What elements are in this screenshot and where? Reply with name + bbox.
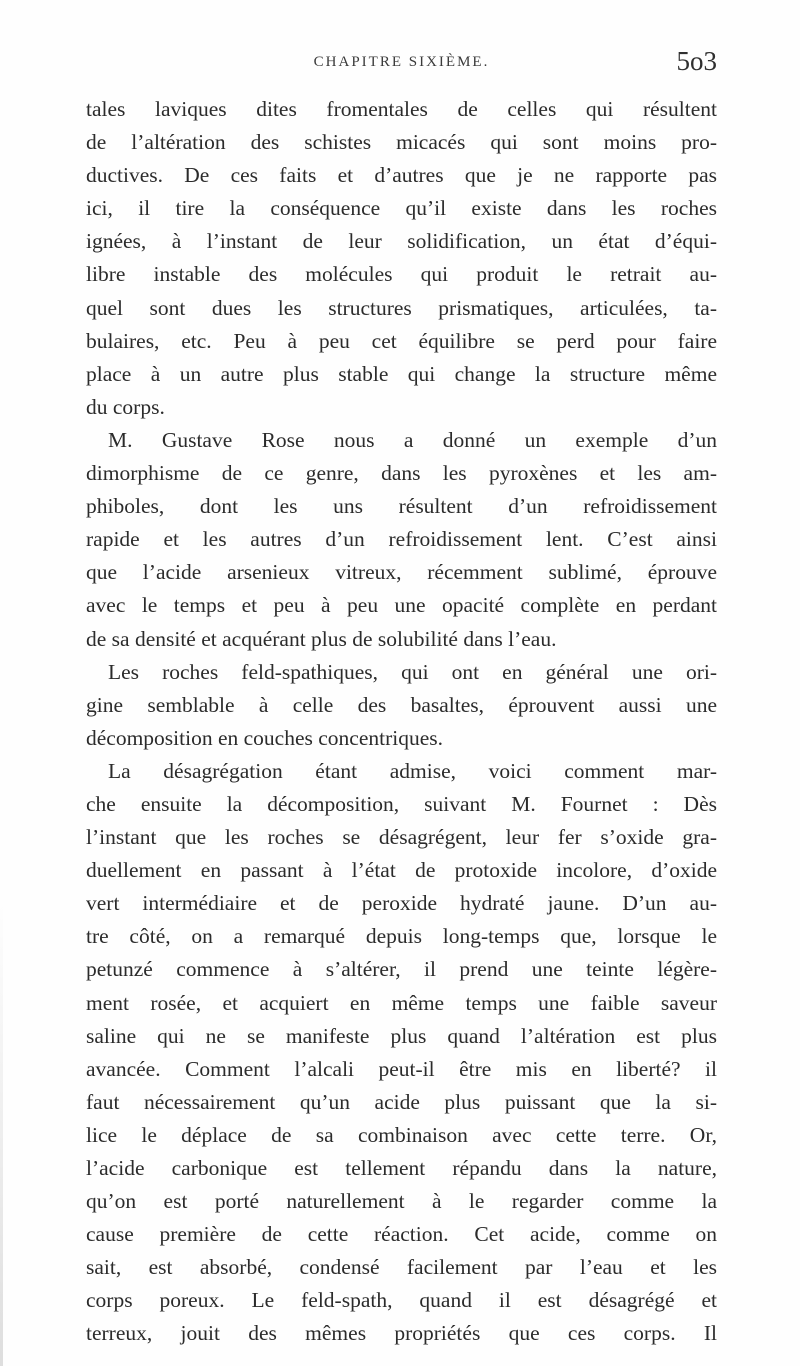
text-line: duellement en passant à l’état de protoxide incolore, d’oxide <box>86 858 717 883</box>
text-line: avancée. Comment l’alcali peut-il être mis en liberté? il <box>86 1056 717 1081</box>
text-line: petunzé commence à s’altérer, il prend une teinte légère- <box>86 957 717 982</box>
text-line: phiboles, dont les uns résultent d’un refroidissement <box>86 494 717 519</box>
text-line: tales laviques dites fromentales de celles qui résultent <box>86 97 717 121</box>
text-line: vert intermédiaire et de peroxide hydraté jaune. D’un au- <box>86 891 717 916</box>
text-line: l’instant que les roches se désagrégent, leur fer s’oxide gra- <box>86 825 717 850</box>
text-line: corps poreux. Le feld-spath, quand il est désagrégé et <box>86 1288 717 1313</box>
text-line: gine semblable à celle des basaltes, éprouvent aussi une <box>86 692 717 717</box>
text-line: saline qui ne se manifeste plus quand l’altération est plus <box>86 1023 717 1048</box>
text-line: ici, il tire la conséquence qu’il existe dans les roches <box>86 196 717 221</box>
text-line: dimorphisme de ce genre, dans les pyroxènes et les am- <box>86 461 717 486</box>
running-header <box>86 46 717 90</box>
text-line: qu’on est porté naturellement à le regarder comme la <box>86 1189 717 1214</box>
page-number: 5o3 <box>676 46 717 76</box>
text-line: que l’acide arsenieux vitreux, récemment sublimé, éprouve <box>86 560 717 585</box>
text-line: ignées, à l’instant de leur solidification, un état d’équi- <box>86 229 717 254</box>
text-line: ductives. De ces faits et d’autres que je ne rapporte pas <box>86 163 717 188</box>
text-line: Les roches feld-spathiques, qui ont en général une ori- <box>108 659 717 684</box>
text-line: terreux, jouit des mêmes propriétés que ces corps. Il <box>86 1321 717 1346</box>
text-line: che ensuite la décomposition, suivant M. Fournet : Dès <box>86 791 717 816</box>
text-line: lice le déplace de sa combinaison avec cette terre. Or, <box>86 1122 717 1147</box>
text-line: quel sont dues les structures prismatiques, articulées, ta- <box>86 295 717 320</box>
text-line: bulaires, etc. Peu à peu cet équilibre se perd pour faire <box>86 328 717 353</box>
text-line: de l’altération des schistes micacés qui sont moins pro- <box>86 130 717 155</box>
text-line: avec le temps et peu à peu une opacité complète en perdant <box>86 593 717 618</box>
text-line: ment rosée, et acquiert en même temps une faible saveur <box>86 990 717 1015</box>
text-line: M. Gustave Rose nous a donné un exemple d’un <box>108 427 717 452</box>
text-line: décomposition en couches concentriques. <box>86 725 444 750</box>
text-line: rapide et les autres d’un refroidissement lent. C’est ainsi <box>86 527 717 552</box>
text-line: sait, est absorbé, condensé facilement par l’eau et les <box>86 1255 717 1280</box>
text-line: de sa densité et acquérant plus de solubilité dans l’eau. <box>86 626 557 651</box>
text-line: La désagrégation étant admise, voici comment mar- <box>108 758 717 783</box>
text-line: du corps. <box>86 394 165 419</box>
text-line: faut nécessairement qu’un acide plus puissant que la si- <box>86 1089 717 1114</box>
text-line: place à un autre plus stable qui change la structure même <box>86 361 717 386</box>
chapter-title: CHAPITRE SIXIÈME. <box>313 54 490 70</box>
body-text <box>86 93 717 1351</box>
text-line: libre instable des molécules qui produit le retrait au- <box>86 262 717 287</box>
text-line: l’acide carbonique est tellement répandu dans la nature, <box>86 1156 717 1180</box>
text-line: cause première de cette réaction. Cet acide, comme on <box>86 1222 717 1247</box>
page-edge-shadow <box>0 900 3 1366</box>
text-line: tre côté, on a remarqué depuis long-temps que, lorsque le <box>86 924 717 949</box>
